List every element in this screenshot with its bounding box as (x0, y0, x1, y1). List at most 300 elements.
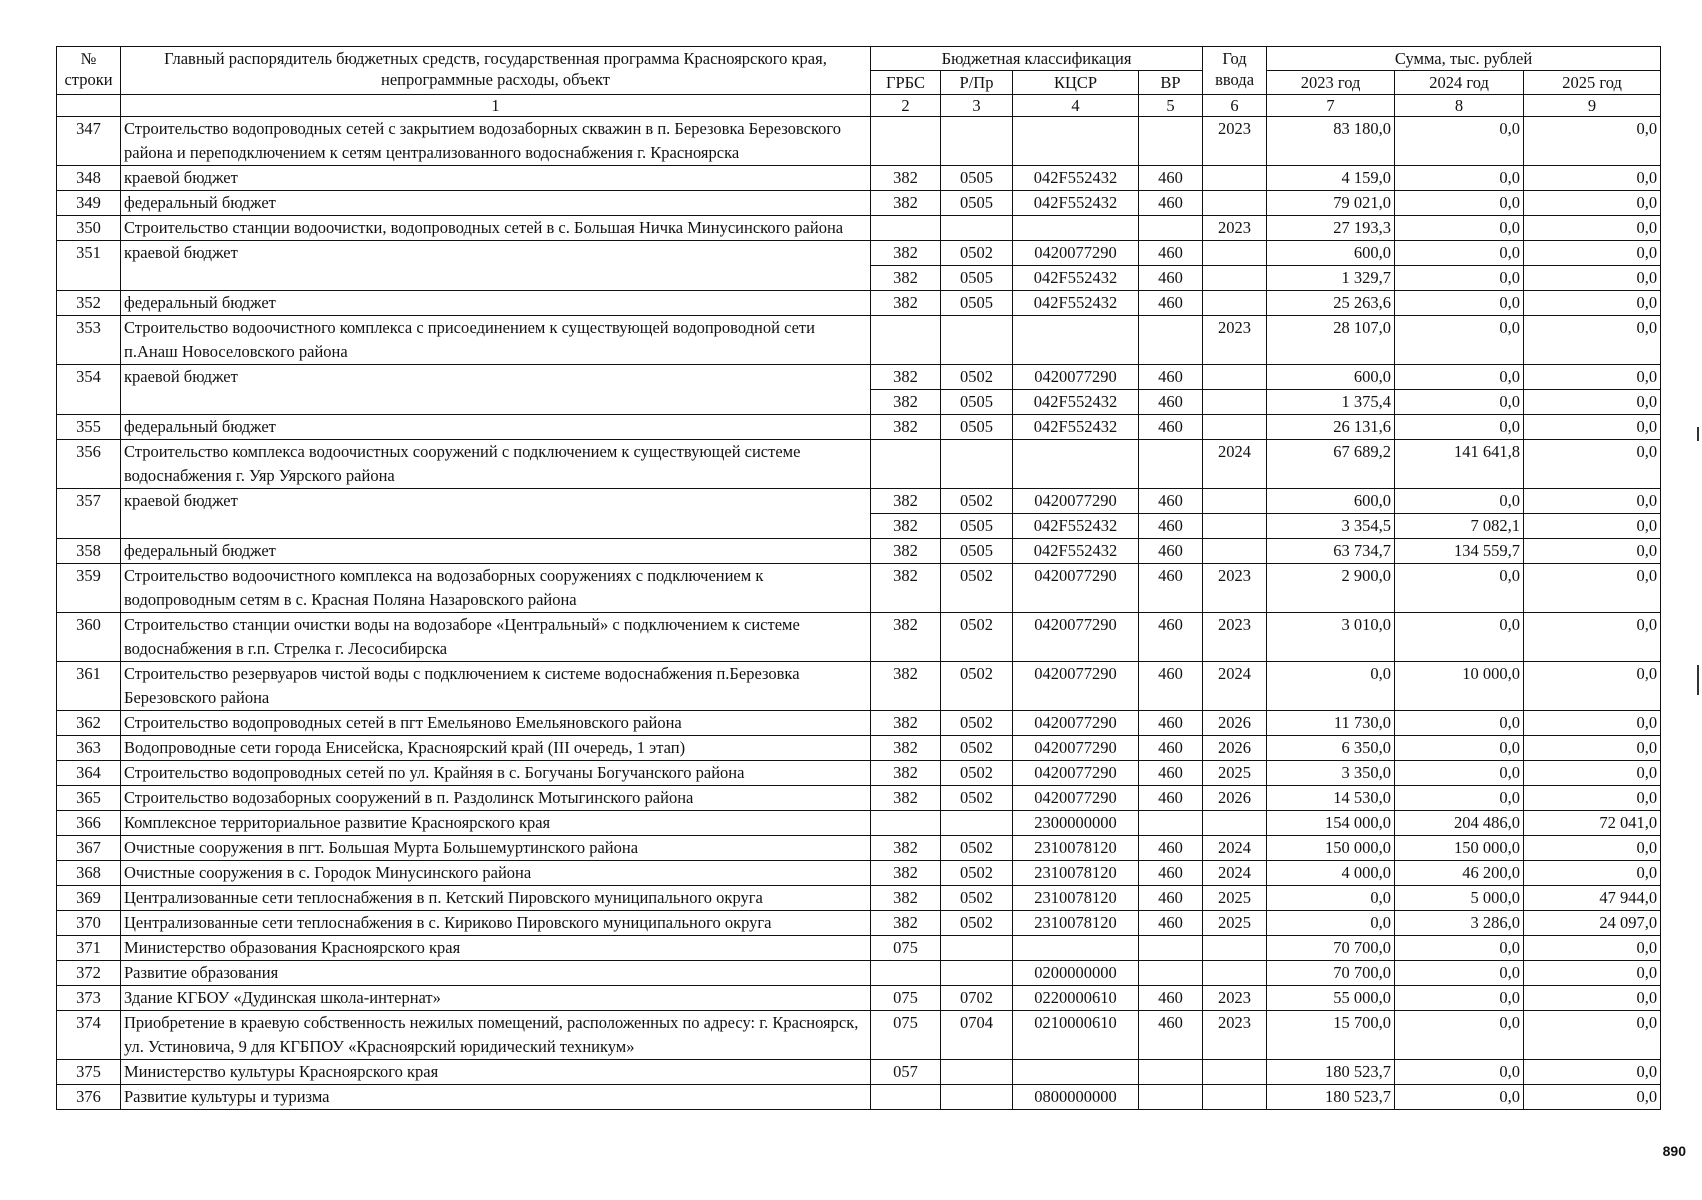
kcsr-cell: 0800000000 (1013, 1085, 1139, 1110)
grbs-cell: 382 (871, 191, 941, 216)
year-cell (1203, 166, 1267, 191)
table-row (57, 761, 1661, 786)
row-number-cell: 368 (57, 861, 121, 886)
sum-2023-cell: 180 523,7 (1267, 1085, 1395, 1110)
vr-cell: 460 (1139, 836, 1203, 861)
row-name-cell: Строительство станции очистки воды на водозаборе «Центральный» с подключением к системе водоснабжения в г.п. Стрелка г. Лесосибирска (121, 613, 871, 662)
sum-2024-cell: 10 000,0 (1395, 662, 1524, 711)
kcsr-cell (1013, 117, 1139, 166)
header-grbs: ГРБС (871, 71, 941, 95)
column-number: 4 (1013, 95, 1139, 117)
vr-cell (1139, 936, 1203, 961)
table-row (57, 117, 1661, 166)
year-cell (1203, 1085, 1267, 1110)
grbs-cell: 382 (871, 514, 941, 539)
grbs-cell: 057 (871, 1060, 941, 1085)
year-cell (1203, 191, 1267, 216)
sum-2025-cell: 0,0 (1524, 564, 1661, 613)
sum-2025-cell: 47 944,0 (1524, 886, 1661, 911)
column-number: 3 (941, 95, 1013, 117)
sum-2025-cell: 0,0 (1524, 836, 1661, 861)
kcsr-cell: 0420077290 (1013, 736, 1139, 761)
kcsr-cell: 0200000000 (1013, 961, 1139, 986)
row-number-cell: 361 (57, 662, 121, 711)
sum-2024-cell: 7 082,1 (1395, 514, 1524, 539)
sum-2023-cell: 15 700,0 (1267, 1011, 1395, 1060)
grbs-cell: 382 (871, 886, 941, 911)
sum-2023-cell: 83 180,0 (1267, 117, 1395, 166)
year-cell: 2026 (1203, 711, 1267, 736)
sum-2023-cell: 180 523,7 (1267, 1060, 1395, 1085)
sum-2024-cell: 0,0 (1395, 1060, 1524, 1085)
sum-2023-cell: 0,0 (1267, 911, 1395, 936)
rpr-cell (941, 936, 1013, 961)
vr-cell: 460 (1139, 266, 1203, 291)
vr-cell (1139, 440, 1203, 489)
rpr-cell: 0505 (941, 166, 1013, 191)
year-cell: 2024 (1203, 440, 1267, 489)
sum-2024-cell: 0,0 (1395, 1011, 1524, 1060)
grbs-cell: 382 (871, 365, 941, 390)
sum-2025-cell: 24 097,0 (1524, 911, 1661, 936)
row-name-cell: Строительство водоочистного комплекса на водозаборных сооружениях с подключением к водопроводным сетям в с. Красная Поляна Назаровского района (121, 564, 871, 613)
sum-2023-cell: 600,0 (1267, 241, 1395, 266)
column-number: 5 (1139, 95, 1203, 117)
row-number-cell: 359 (57, 564, 121, 613)
sum-2024-cell: 150 000,0 (1395, 836, 1524, 861)
header-row-number: № строки (57, 47, 121, 95)
sum-2024-cell: 0,0 (1395, 390, 1524, 415)
sum-2025-cell: 0,0 (1524, 191, 1661, 216)
year-cell: 2023 (1203, 613, 1267, 662)
row-number-cell: 369 (57, 886, 121, 911)
rpr-cell: 0502 (941, 786, 1013, 811)
vr-cell (1139, 316, 1203, 365)
table-row (57, 440, 1661, 489)
vr-cell: 460 (1139, 489, 1203, 514)
sum-2025-cell: 0,0 (1524, 662, 1661, 711)
kcsr-cell (1013, 316, 1139, 365)
table-row (57, 1011, 1661, 1060)
row-number-cell: 350 (57, 216, 121, 241)
table-row (57, 564, 1661, 613)
grbs-cell: 382 (871, 836, 941, 861)
year-cell: 2023 (1203, 316, 1267, 365)
row-name-cell: Очистные сооружения в с. Городок Минусинского района (121, 861, 871, 886)
sum-2025-cell: 0,0 (1524, 117, 1661, 166)
table-row (57, 886, 1661, 911)
row-name-cell: Развитие культуры и туризма (121, 1085, 871, 1110)
sum-2025-cell: 0,0 (1524, 761, 1661, 786)
sum-2023-cell: 0,0 (1267, 662, 1395, 711)
kcsr-cell (1013, 216, 1139, 241)
vr-cell (1139, 811, 1203, 836)
sum-2023-cell: 4 159,0 (1267, 166, 1395, 191)
kcsr-cell: 042F552432 (1013, 390, 1139, 415)
sum-2025-cell: 0,0 (1524, 316, 1661, 365)
table-row (57, 786, 1661, 811)
row-name-cell: Здание КГБОУ «Дудинская школа-интернат» (121, 986, 871, 1011)
row-number-cell: 357 (57, 489, 121, 539)
table-body (57, 117, 1661, 1110)
rpr-cell (941, 961, 1013, 986)
header-classification: Бюджетная классификация (871, 47, 1203, 71)
row-number-cell: 365 (57, 786, 121, 811)
year-cell (1203, 241, 1267, 266)
sum-2024-cell: 0,0 (1395, 613, 1524, 662)
table-row (57, 166, 1661, 191)
table-row (57, 316, 1661, 365)
grbs-cell (871, 811, 941, 836)
vr-cell: 460 (1139, 539, 1203, 564)
row-name-cell: Строительство водопроводных сетей с закрытием водозаборных скважин в п. Березовка Березовского района и переподключением к сетям централизованного водоснабжения г. Красноярска (121, 117, 871, 166)
sum-2025-cell: 0,0 (1524, 166, 1661, 191)
sum-2023-cell: 79 021,0 (1267, 191, 1395, 216)
vr-cell: 460 (1139, 291, 1203, 316)
year-cell (1203, 539, 1267, 564)
rpr-cell: 0505 (941, 539, 1013, 564)
page-number: 890 (1662, 1143, 1686, 1159)
column-number: 1 (121, 95, 871, 117)
table-row (57, 291, 1661, 316)
kcsr-cell (1013, 1060, 1139, 1085)
sum-2024-cell: 0,0 (1395, 117, 1524, 166)
year-cell: 2025 (1203, 911, 1267, 936)
row-number-cell: 375 (57, 1060, 121, 1085)
kcsr-cell: 0210000610 (1013, 1011, 1139, 1060)
kcsr-cell: 042F552432 (1013, 166, 1139, 191)
row-number-cell: 367 (57, 836, 121, 861)
row-name-cell: федеральный бюджет (121, 291, 871, 316)
sum-2024-cell: 0,0 (1395, 266, 1524, 291)
row-name-cell: краевой бюджет (121, 365, 871, 415)
row-number-cell: 348 (57, 166, 121, 191)
row-number-cell: 360 (57, 613, 121, 662)
row-number-cell: 349 (57, 191, 121, 216)
grbs-cell (871, 216, 941, 241)
column-number-row (57, 95, 1661, 117)
vr-cell: 460 (1139, 564, 1203, 613)
kcsr-cell: 0220000610 (1013, 986, 1139, 1011)
table-row (57, 861, 1661, 886)
rpr-cell: 0704 (941, 1011, 1013, 1060)
sum-2025-cell: 0,0 (1524, 1060, 1661, 1085)
vr-cell (1139, 1060, 1203, 1085)
year-cell: 2026 (1203, 736, 1267, 761)
sum-2024-cell: 0,0 (1395, 241, 1524, 266)
table-row (57, 216, 1661, 241)
kcsr-cell: 0420077290 (1013, 711, 1139, 736)
grbs-cell (871, 961, 941, 986)
grbs-cell: 382 (871, 539, 941, 564)
year-cell: 2024 (1203, 836, 1267, 861)
row-number-cell: 352 (57, 291, 121, 316)
row-name-cell: краевой бюджет (121, 166, 871, 191)
sum-2025-cell: 0,0 (1524, 489, 1661, 514)
sum-2024-cell: 0,0 (1395, 316, 1524, 365)
sum-2023-cell: 1 329,7 (1267, 266, 1395, 291)
year-cell: 2024 (1203, 861, 1267, 886)
sum-2025-cell: 0,0 (1524, 1011, 1661, 1060)
sum-2025-cell: 0,0 (1524, 736, 1661, 761)
row-name-cell: краевой бюджет (121, 489, 871, 539)
sum-2025-cell: 0,0 (1524, 390, 1661, 415)
sum-2024-cell: 0,0 (1395, 191, 1524, 216)
column-number: 7 (1267, 95, 1395, 117)
year-cell (1203, 291, 1267, 316)
sum-2023-cell: 63 734,7 (1267, 539, 1395, 564)
table-row (57, 836, 1661, 861)
sum-2023-cell: 3 354,5 (1267, 514, 1395, 539)
kcsr-cell: 0420077290 (1013, 662, 1139, 711)
year-cell: 2023 (1203, 986, 1267, 1011)
row-number-cell: 374 (57, 1011, 121, 1060)
table-row (57, 711, 1661, 736)
vr-cell: 460 (1139, 191, 1203, 216)
year-cell: 2026 (1203, 786, 1267, 811)
vr-cell: 460 (1139, 415, 1203, 440)
rpr-cell (941, 811, 1013, 836)
sum-2023-cell: 70 700,0 (1267, 936, 1395, 961)
table-row (57, 961, 1661, 986)
rpr-cell: 0505 (941, 191, 1013, 216)
row-number-cell: 370 (57, 911, 121, 936)
grbs-cell: 382 (871, 241, 941, 266)
grbs-cell: 382 (871, 736, 941, 761)
year-cell: 2025 (1203, 886, 1267, 911)
table-row (57, 986, 1661, 1011)
sum-2023-cell: 28 107,0 (1267, 316, 1395, 365)
sum-2025-cell: 0,0 (1524, 291, 1661, 316)
vr-cell: 460 (1139, 986, 1203, 1011)
sum-2023-cell: 67 689,2 (1267, 440, 1395, 489)
sum-2025-cell: 0,0 (1524, 514, 1661, 539)
table-row (57, 1060, 1661, 1085)
rpr-cell: 0502 (941, 711, 1013, 736)
row-number-cell: 373 (57, 986, 121, 1011)
sum-2024-cell: 0,0 (1395, 216, 1524, 241)
rpr-cell (941, 117, 1013, 166)
sum-2023-cell: 600,0 (1267, 365, 1395, 390)
row-name-cell: Комплексное территориальное развитие Красноярского края (121, 811, 871, 836)
kcsr-cell: 0420077290 (1013, 489, 1139, 514)
table-row (57, 191, 1661, 216)
header-2024: 2024 год (1395, 71, 1524, 95)
vr-cell (1139, 117, 1203, 166)
kcsr-cell (1013, 440, 1139, 489)
sum-2023-cell: 55 000,0 (1267, 986, 1395, 1011)
row-name-cell: Развитие образования (121, 961, 871, 986)
grbs-cell: 382 (871, 911, 941, 936)
column-number: 6 (1203, 95, 1267, 117)
row-name-cell: федеральный бюджет (121, 539, 871, 564)
row-number-cell: 372 (57, 961, 121, 986)
row-name-cell: Строительство станции водоочистки, водопроводных сетей в с. Большая Ничка Минусинского района (121, 216, 871, 241)
year-cell: 2023 (1203, 564, 1267, 613)
row-number-cell: 376 (57, 1085, 121, 1110)
sum-2024-cell: 46 200,0 (1395, 861, 1524, 886)
grbs-cell: 382 (871, 786, 941, 811)
row-number-cell: 371 (57, 936, 121, 961)
sum-2025-cell: 0,0 (1524, 861, 1661, 886)
header-2025: 2025 год (1524, 71, 1661, 95)
rpr-cell: 0505 (941, 266, 1013, 291)
sum-2024-cell: 3 286,0 (1395, 911, 1524, 936)
sum-2025-cell: 0,0 (1524, 365, 1661, 390)
table-row (57, 613, 1661, 662)
vr-cell: 460 (1139, 711, 1203, 736)
kcsr-cell: 0420077290 (1013, 613, 1139, 662)
sum-2024-cell: 0,0 (1395, 936, 1524, 961)
table-row (57, 911, 1661, 936)
grbs-cell: 382 (871, 489, 941, 514)
year-cell (1203, 489, 1267, 514)
sum-2024-cell: 0,0 (1395, 564, 1524, 613)
rpr-cell (941, 1060, 1013, 1085)
sum-2023-cell: 11 730,0 (1267, 711, 1395, 736)
rpr-cell (941, 316, 1013, 365)
sum-2023-cell: 154 000,0 (1267, 811, 1395, 836)
row-number-cell: 364 (57, 761, 121, 786)
sum-2025-cell: 72 041,0 (1524, 811, 1661, 836)
rpr-cell (941, 216, 1013, 241)
header-year: Год ввода (1203, 47, 1267, 95)
sum-2024-cell: 0,0 (1395, 711, 1524, 736)
rpr-cell: 0502 (941, 365, 1013, 390)
row-name-cell: Строительство водозаборных сооружений в п. Раздолинск Мотыгинского района (121, 786, 871, 811)
sum-2025-cell: 0,0 (1524, 1085, 1661, 1110)
sum-2025-cell: 0,0 (1524, 986, 1661, 1011)
kcsr-cell: 2310078120 (1013, 886, 1139, 911)
table-row (57, 415, 1661, 440)
kcsr-cell: 042F552432 (1013, 415, 1139, 440)
rpr-cell: 0502 (941, 911, 1013, 936)
grbs-cell: 382 (871, 291, 941, 316)
kcsr-cell: 0420077290 (1013, 365, 1139, 390)
vr-cell: 460 (1139, 886, 1203, 911)
scan-edge-mark (1697, 665, 1699, 695)
rpr-cell: 0702 (941, 986, 1013, 1011)
table-row (57, 736, 1661, 761)
sum-2023-cell: 6 350,0 (1267, 736, 1395, 761)
sum-2023-cell: 27 193,3 (1267, 216, 1395, 241)
grbs-cell: 382 (871, 711, 941, 736)
sum-2023-cell: 1 375,4 (1267, 390, 1395, 415)
row-name-cell: краевой бюджет (121, 241, 871, 291)
sum-2025-cell: 0,0 (1524, 711, 1661, 736)
vr-cell: 460 (1139, 1011, 1203, 1060)
row-name-cell: федеральный бюджет (121, 415, 871, 440)
sum-2023-cell: 4 000,0 (1267, 861, 1395, 886)
row-number-cell: 351 (57, 241, 121, 291)
sum-2024-cell: 0,0 (1395, 415, 1524, 440)
year-cell: 2025 (1203, 761, 1267, 786)
sum-2024-cell: 0,0 (1395, 986, 1524, 1011)
grbs-cell: 382 (871, 613, 941, 662)
rpr-cell: 0502 (941, 886, 1013, 911)
sum-2024-cell: 0,0 (1395, 166, 1524, 191)
sum-2025-cell: 0,0 (1524, 440, 1661, 489)
rpr-cell: 0502 (941, 613, 1013, 662)
vr-cell: 460 (1139, 166, 1203, 191)
sum-2023-cell: 14 530,0 (1267, 786, 1395, 811)
year-cell (1203, 365, 1267, 390)
sum-2024-cell: 5 000,0 (1395, 886, 1524, 911)
row-name-cell: Строительство водоочистного комплекса с присоединением к существующей водопроводной сети п.Анаш Новоселовского района (121, 316, 871, 365)
year-cell (1203, 514, 1267, 539)
sum-2024-cell: 0,0 (1395, 761, 1524, 786)
sum-2025-cell: 0,0 (1524, 539, 1661, 564)
row-name-cell: Централизованные сети теплоснабжения в с. Кириково Пировского муниципального округа (121, 911, 871, 936)
kcsr-cell: 042F552432 (1013, 514, 1139, 539)
rpr-cell: 0502 (941, 662, 1013, 711)
grbs-cell (871, 440, 941, 489)
header-name: Главный распорядитель бюджетных средств, государственная программа Красноярского края, непрограммные расходы, объект (121, 47, 871, 95)
kcsr-cell: 2310078120 (1013, 861, 1139, 886)
row-name-cell: Строительство комплекса водоочистных сооружений с подключением к существующей системе водоснабжения г. Уяр Уярского района (121, 440, 871, 489)
sum-2023-cell: 25 263,6 (1267, 291, 1395, 316)
table-row (57, 811, 1661, 836)
year-cell (1203, 936, 1267, 961)
rpr-cell: 0502 (941, 861, 1013, 886)
sum-2023-cell: 3 010,0 (1267, 613, 1395, 662)
grbs-cell (871, 316, 941, 365)
grbs-cell: 382 (871, 662, 941, 711)
budget-table (56, 46, 1661, 1110)
kcsr-cell: 0420077290 (1013, 241, 1139, 266)
kcsr-cell: 0420077290 (1013, 786, 1139, 811)
table-row (57, 539, 1661, 564)
rpr-cell: 0505 (941, 291, 1013, 316)
row-name-cell: Централизованные сети теплоснабжения в п. Кетский Пировского муниципального округа (121, 886, 871, 911)
year-cell (1203, 961, 1267, 986)
row-name-cell: Строительство водопроводных сетей по ул. Крайняя в с. Богучаны Богучанского района (121, 761, 871, 786)
kcsr-cell: 0420077290 (1013, 761, 1139, 786)
rpr-cell: 0505 (941, 514, 1013, 539)
header-2023: 2023 год (1267, 71, 1395, 95)
table-row (57, 936, 1661, 961)
sum-2024-cell: 0,0 (1395, 786, 1524, 811)
sum-2023-cell: 150 000,0 (1267, 836, 1395, 861)
grbs-cell: 382 (871, 166, 941, 191)
sum-2024-cell: 0,0 (1395, 1085, 1524, 1110)
sum-2023-cell: 70 700,0 (1267, 961, 1395, 986)
kcsr-cell: 042F552432 (1013, 291, 1139, 316)
kcsr-cell: 042F552432 (1013, 191, 1139, 216)
row-name-cell: Строительство резервуаров чистой воды с подключением к системе водоснабжения п.Березовка Березовского района (121, 662, 871, 711)
sum-2023-cell: 0,0 (1267, 886, 1395, 911)
grbs-cell (871, 117, 941, 166)
vr-cell: 460 (1139, 241, 1203, 266)
row-number-cell: 355 (57, 415, 121, 440)
grbs-cell: 382 (871, 761, 941, 786)
row-name-cell: федеральный бюджет (121, 191, 871, 216)
grbs-cell: 382 (871, 266, 941, 291)
sum-2025-cell: 0,0 (1524, 936, 1661, 961)
sum-2024-cell: 0,0 (1395, 961, 1524, 986)
rpr-cell: 0502 (941, 564, 1013, 613)
vr-cell: 460 (1139, 911, 1203, 936)
sum-2024-cell: 141 641,8 (1395, 440, 1524, 489)
vr-cell: 460 (1139, 761, 1203, 786)
kcsr-cell: 2300000000 (1013, 811, 1139, 836)
vr-cell: 460 (1139, 662, 1203, 711)
year-cell (1203, 266, 1267, 291)
row-name-cell: Приобретение в краевую собственность нежилых помещений, расположенных по адресу: г. Красноярск, ул. Устиновича, 9 для КГБПОУ «Красноярский юридический техникум» (121, 1011, 871, 1060)
kcsr-cell: 042F552432 (1013, 539, 1139, 564)
vr-cell: 460 (1139, 390, 1203, 415)
table-row (57, 489, 1661, 514)
